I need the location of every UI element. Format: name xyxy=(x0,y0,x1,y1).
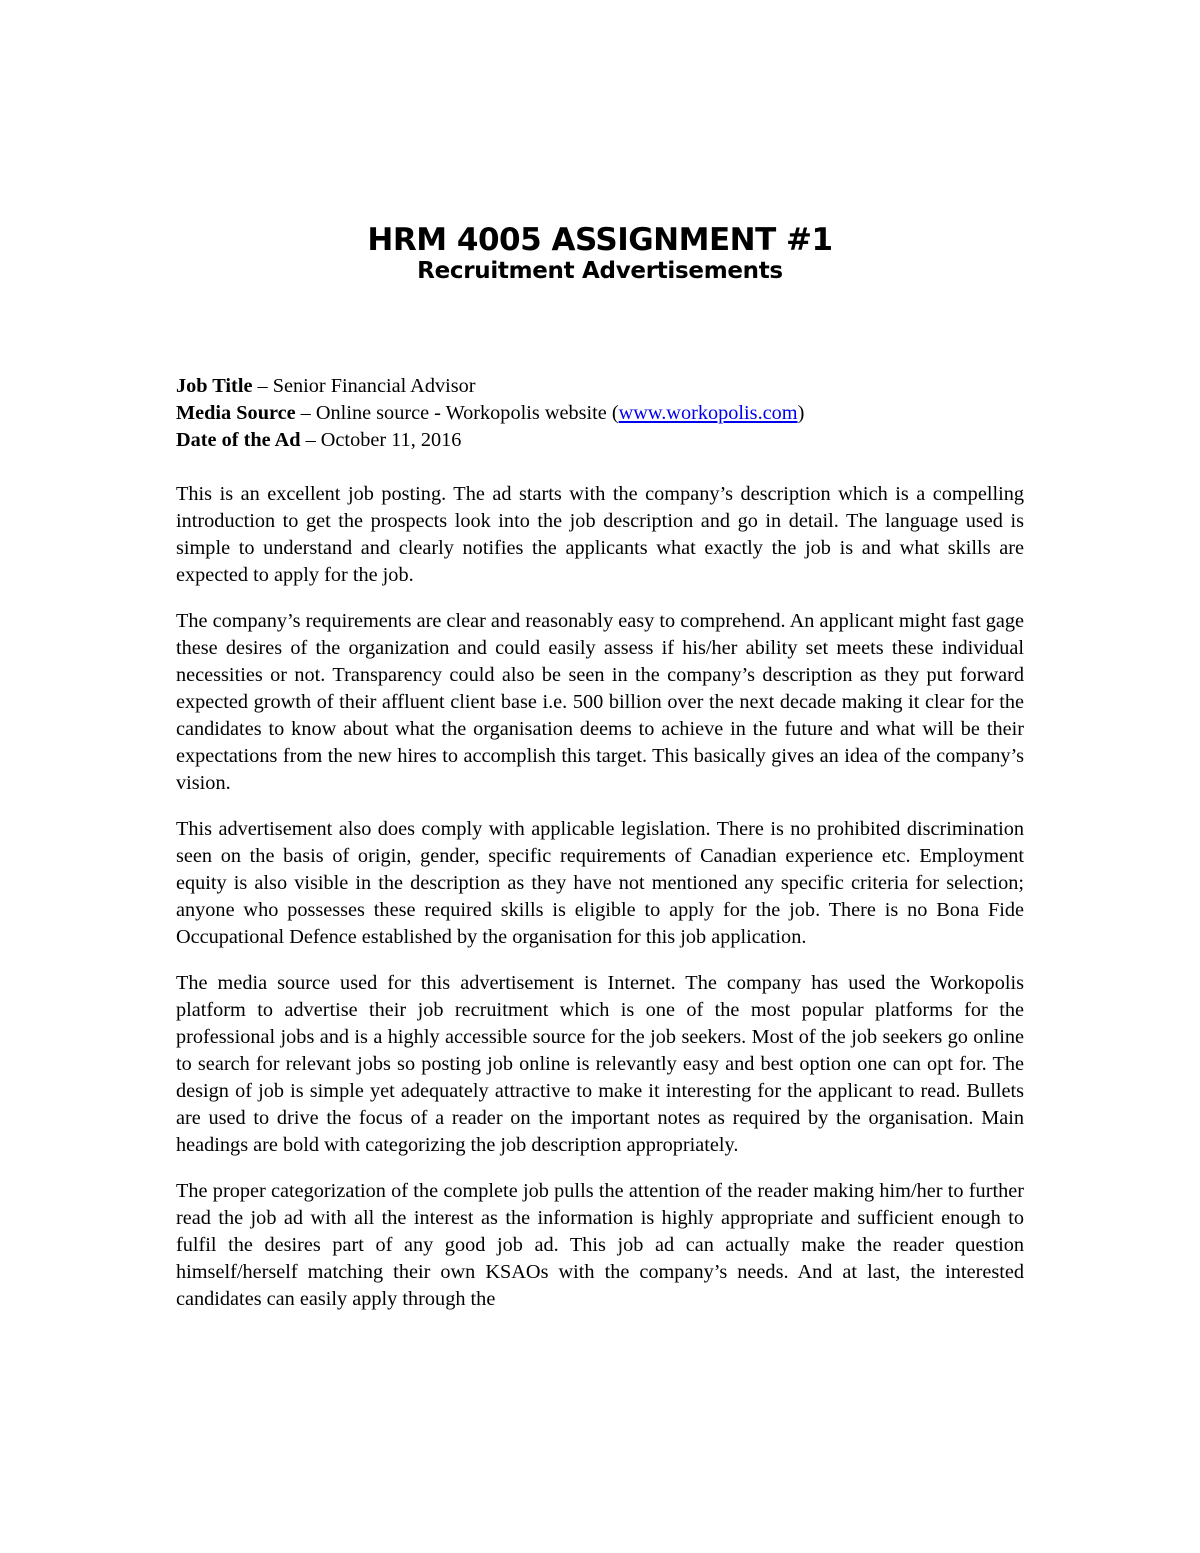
title-block xyxy=(0,222,1200,284)
job-title-value: Senior Financial Advisor xyxy=(272,375,476,397)
date-value: October 11, 2016 xyxy=(320,429,462,451)
workopolis-link[interactable]: www.workopolis.com xyxy=(618,402,798,424)
date-label: Date of the Ad xyxy=(176,429,301,451)
media-source-line xyxy=(176,400,1024,427)
document-body xyxy=(176,373,1024,1313)
paragraph-1: This is an excellent job posting. The ad starts with the company’s description which is a compelling introduction to get the prospects look into the job description and go in detail. The language used is simple to understand and clearly notifies the applicants what exactly the job is and what skills are expected to apply for the job. xyxy=(176,483,1024,586)
media-source-label: Media Source xyxy=(176,402,296,424)
job-title-line xyxy=(176,373,1024,400)
media-source-suffix: ) xyxy=(797,402,805,424)
job-title-label: Job Title xyxy=(176,375,253,397)
separator: – xyxy=(295,402,316,424)
paragraph-2: The company’s requirements are clear and reasonably easy to comprehend. An applicant might fast gage these desires of the organization and could easily assess if his/her ability set meets these individual necessities or not. Transparency could also be seen in the company’s description as they put forward expected growth of their affluent client base i.e. 500 billion over the next decade making it clear for the candidates to know about what the organisation deems to achieve in the future and what will be their expectations from the new hires to accomplish this target. This basically gives an idea of the company’s vision. xyxy=(176,610,1024,794)
date-line xyxy=(176,427,1024,454)
document-title: HRM 4005 ASSIGNMENT #1 xyxy=(367,222,833,258)
separator: – xyxy=(300,429,321,451)
paragraph-4: The media source used for this advertisement is Internet. The company has used the Workopolis platform to advertise their job recruitment which is one of the most popular platforms for the professional jobs and is a highly accessible source for the job seekers. Most of the job seekers go online to search for relevant jobs so posting job online is relevantly easy and best option one can opt for. The design of job is simple yet adequately attractive to make it interesting for the applicant to read. Bullets are used to drive the focus of a reader on the important notes as required by the organisation. Main headings are bold with categorizing the job description appropriately. xyxy=(176,972,1024,1156)
media-source-value: Online source - Workopolis website ( xyxy=(315,402,619,424)
paragraph-3: This advertisement also does comply with applicable legislation. There is no prohibited discrimination seen on the basis of origin, gender, specific requirements of Canadian experience etc. Employment equity is also visible in the description as they have not mentioned any specific criteria for selection; anyone who possesses these required skills is eligible to apply for the job. There is no Bona Fide Occupational Defence established by the organisation for this job application. xyxy=(176,818,1024,948)
separator: – xyxy=(252,375,273,397)
document-subtitle: Recruitment Advertisements xyxy=(417,258,783,284)
paragraph-5: The proper categorization of the complete job pulls the attention of the reader making him/her to further read the job ad with all the interest as the information is highly appropriate and sufficient enough to fulfil the desires part of any good job ad. This job ad can actually make the reader question himself/herself matching their own KSAOs with the company’s needs. And at last, the interested candidates can easily apply through the xyxy=(176,1180,1024,1310)
